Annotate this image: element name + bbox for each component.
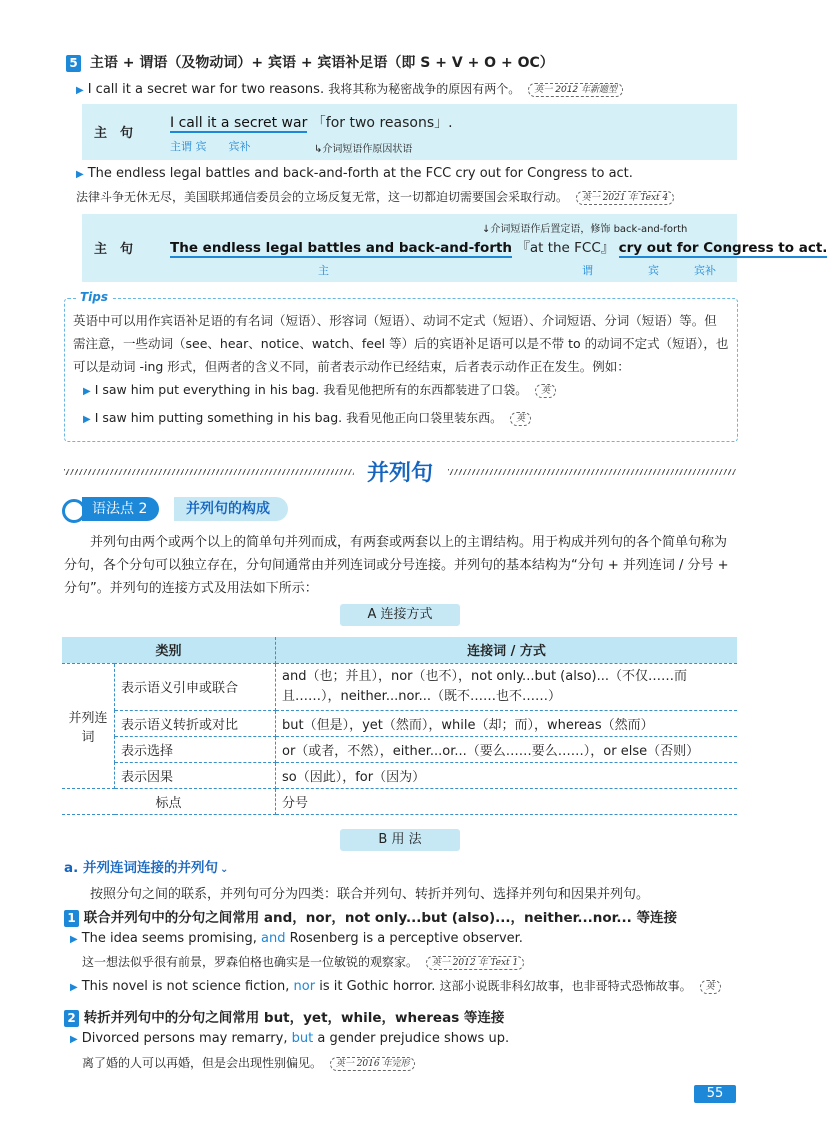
source-tag: 英	[700, 980, 721, 994]
example-translation	[82, 953, 524, 970]
phrase-note	[482, 220, 687, 235]
table-row	[62, 736, 737, 762]
page-number: 55	[694, 1085, 736, 1103]
triangle-icon: ▶	[83, 386, 91, 397]
title-hatch-right	[448, 469, 736, 475]
example-cn: 我看见他正向口袋里装东西。	[346, 411, 503, 425]
tips-label: Tips	[77, 290, 111, 304]
table-row	[62, 663, 737, 710]
row-category: 标点	[62, 788, 276, 814]
tag-complement: 宾补	[694, 264, 716, 277]
example-sentence	[76, 80, 623, 97]
analysis-box	[82, 214, 827, 282]
example-en: a gender prejudice shows up.	[317, 1031, 510, 1046]
row-category: 表示语义引申或联合	[115, 663, 276, 710]
example-en: is it Gothic horror.	[319, 979, 436, 994]
section-heading: 并列句	[366, 461, 433, 486]
triangle-icon: ▶	[76, 169, 84, 180]
triangle-icon: ▶	[70, 1034, 78, 1045]
point-2-heading	[64, 1006, 504, 1027]
triangle-icon: ▶	[76, 85, 84, 96]
example-cn: 我将其称为秘密战争的原因有两个。	[328, 82, 521, 96]
title-hatch-left	[64, 469, 354, 475]
box-sentence	[170, 236, 827, 256]
example-en: I saw him putting something in his bag.	[94, 410, 343, 425]
header-connector: 连接词 / 方式	[276, 637, 738, 663]
example-en: Divorced persons may remarry,	[81, 1031, 288, 1046]
section-number: 5	[66, 55, 81, 72]
sentence-phrase: 『at the FCC』	[516, 240, 615, 256]
row-category: 表示选择	[115, 736, 276, 762]
example-translation	[82, 1054, 415, 1071]
row-connector: but（但是），yet（然而），while（却；而），whereas（然而）	[276, 710, 738, 736]
header-category: 类别	[62, 637, 276, 663]
point-title: 联合并列句中的分句之间常用 and，nor，not only...but (also)...，neither...nor... 等连接	[83, 910, 677, 926]
part-b-label: B 用 法	[340, 829, 460, 851]
sentence-phrase: 「for two reasons」.	[311, 115, 453, 131]
arrow-icon: ↓	[482, 224, 491, 235]
sentence-subject: The endless legal battles and back-and-forth	[170, 240, 513, 256]
subsection-paragraph: 按照分句之间的联系，并列句可分为四类：联合并列句、转折并列句、选择并列句和因果并列句。	[90, 887, 650, 902]
example-sentence	[76, 166, 633, 181]
row-connector: or（或者，不然），either...or...（要么……要么……），or else（否则）	[276, 736, 738, 762]
source-tag: 英一 2012 年新题型	[528, 83, 623, 97]
source-tag: 英	[535, 384, 556, 398]
source-tag: 英一 2016 年完形	[330, 1057, 416, 1071]
example-cn: 这一想法似乎很有前景，罗森伯格也确实是一位敏锐的观察家。	[82, 955, 419, 969]
example-en: Rosenberg is a perceptive observer.	[289, 931, 523, 946]
keyword: nor	[293, 979, 316, 994]
example-cn: 法律斗争无休无尽，美国联邦通信委员会的立场反复无常，这一切都迫切需要国会采取行动。	[76, 190, 569, 204]
note-text: 介词短语作原因状语	[322, 144, 413, 155]
table-row	[62, 762, 737, 788]
source-tag: 英一 2012 年 Text 1	[426, 956, 524, 970]
example-sentence	[70, 977, 721, 994]
table-row	[62, 788, 737, 814]
example-cn: 离了婚的人可以再婚，但是会出现性别偏见。	[82, 1056, 323, 1070]
example-sentence	[70, 931, 523, 946]
source-tag: 英	[510, 412, 531, 426]
row-connector: and（也；并且），nor（也不），not only...but (also)...（不仅……而且……），neither...nor...（既不……也不……）	[276, 663, 738, 710]
keyword: and	[261, 931, 286, 946]
box-label: 主 句	[94, 242, 134, 257]
component-tags: 主谓 宾 宾补	[170, 140, 251, 153]
example-en: The idea seems promising,	[81, 931, 257, 946]
triangle-icon: ▶	[83, 414, 91, 425]
tag-object: 宾	[648, 264, 659, 277]
paragraph-text: 并列句由两个或两个以上的简单句并列而成，有两套或两套以上的主谓结构。用于构成并列句的各个简单句称为分句，各个分句可以独立存在，分句间通常由并列连词或分号连接。并列句的基本结构为“分句 + 并列连词 / 分号 + 分句”。并列句的连接方式及用法如下所示：	[64, 535, 729, 596]
point-number: 2	[64, 1010, 79, 1027]
keyword: but	[291, 1031, 314, 1046]
point-number: 1	[64, 910, 79, 927]
point-title: 转折并列句中的分句之间常用 but，yet，while，whereas 等连接	[83, 1010, 505, 1026]
table-row	[62, 710, 737, 736]
row-connector: 分号	[276, 788, 738, 814]
part-a-label: A 连接方式	[340, 604, 460, 626]
tips-box	[64, 290, 738, 442]
example-translation	[76, 188, 674, 205]
box-sentence	[170, 112, 453, 132]
subsection-a-title	[64, 856, 228, 876]
row-category: 表示因果	[115, 762, 276, 788]
sentence-predicate: cry out for Congress to act.	[618, 240, 827, 256]
chevron-down-icon: ⌄	[219, 864, 229, 875]
analysis-box	[82, 104, 737, 160]
row-category: 表示语义转折或对比	[115, 710, 276, 736]
example-en: I call it a secret war for two reasons.	[87, 82, 325, 97]
phrase-note	[314, 140, 412, 155]
example-cn: 这部小说既非科幻故事，也非哥特式恐怖故事。	[439, 979, 692, 993]
section-title: 主语 + 谓语（及物动词）+ 宾语 + 宾语补足语（即 S + V + O + OC）	[89, 55, 554, 71]
example-en: This novel is not science fiction,	[81, 979, 290, 994]
source-tag: 英一 2021 年 Text 4	[576, 191, 674, 205]
example-en: I saw him put everything in his bag.	[94, 382, 320, 397]
triangle-icon: ▶	[70, 934, 78, 945]
arrow-icon: ↳	[314, 144, 323, 155]
tag-subject: 主	[318, 264, 329, 277]
tips-example	[83, 409, 531, 426]
row-connector: so（因此），for（因为）	[276, 762, 738, 788]
gp-paragraph	[64, 531, 736, 600]
subsection-text: a. 并列连词连接的并列句	[64, 860, 218, 876]
point-1-heading	[64, 906, 677, 927]
connector-table	[62, 637, 737, 815]
triangle-icon: ▶	[70, 982, 78, 993]
group-label: 并列连词	[62, 663, 115, 788]
example-cn: 我看见他把所有的东西都装进了口袋。	[323, 383, 528, 397]
box-label: 主 句	[94, 126, 134, 141]
note-text: 介词短语作后置定语，修饰 back-and-forth	[490, 224, 688, 235]
gp-tag: 语法点 2	[82, 497, 159, 521]
section-5-heading	[66, 52, 554, 72]
example-sentence	[70, 1031, 509, 1046]
tips-example	[83, 381, 556, 398]
tips-text: 英语中可以用作宾语补足语的有名词（短语）、形容词（短语）、动词不定式（短语）、介词短语、分词（短语）等。但需注意，一些动词（see、hear、notice、watch、feel 等）后的宾语补足语可以是不带 to 的动词不定式（短语），也可以是动词 -ing 形式，但两者的含义不同，前者表示动作已经结束，后者表示动作正在发生。例如：	[73, 313, 729, 374]
tag-verb: 谓	[582, 264, 593, 277]
example-en: The endless legal battles and back-and-forth at the FCC cry out for Congress to act.	[87, 166, 633, 181]
gp-title: 并列句的构成	[174, 497, 288, 521]
sentence-main: I call it a secret war	[170, 115, 308, 131]
